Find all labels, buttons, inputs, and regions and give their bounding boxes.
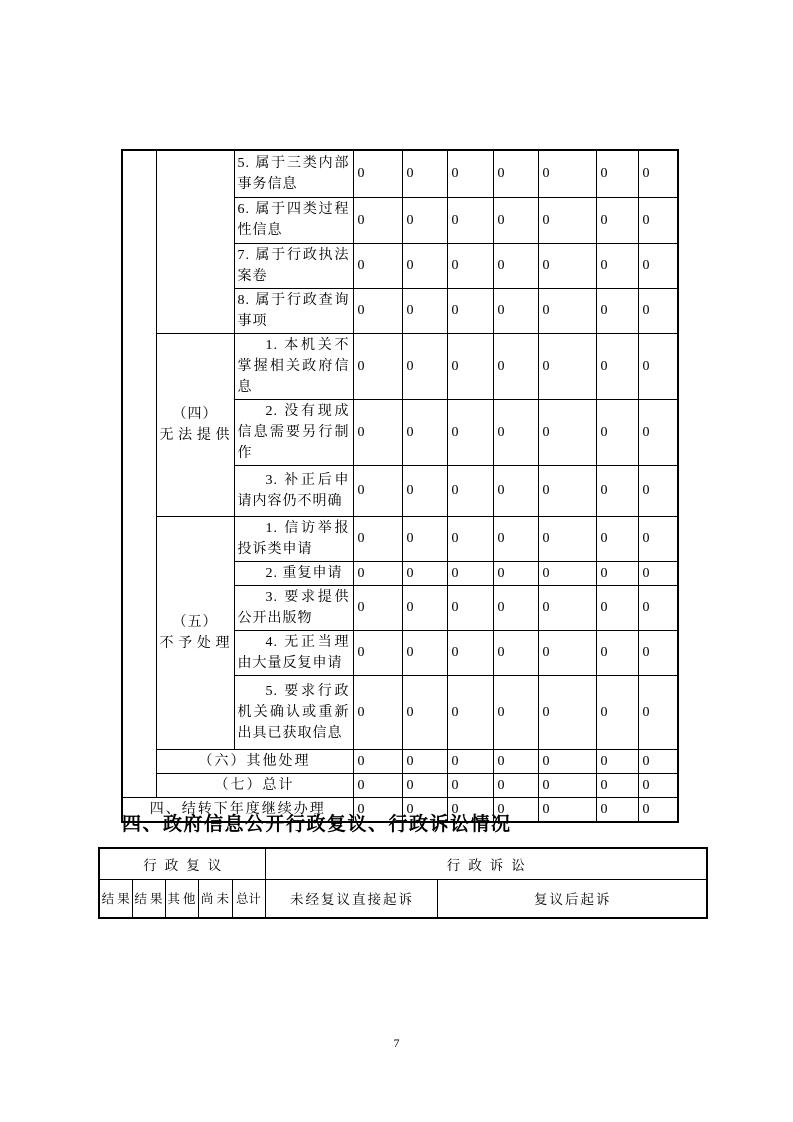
zero-cell: 0	[538, 561, 596, 585]
disclosure-statistics-table	[121, 149, 679, 823]
header-administrative-review: 行政复议	[99, 848, 265, 879]
header-administrative-litigation: 行政诉讼	[265, 848, 707, 879]
zero-cell: 0	[596, 797, 638, 822]
table-row	[99, 848, 707, 879]
zero-cell: 0	[493, 797, 538, 822]
zero-cell: 0	[638, 675, 678, 749]
zero-cell: 0	[402, 585, 447, 630]
zero-cell: 0	[447, 585, 493, 630]
subheader-pending: 尚 未	[198, 879, 232, 918]
zero-cell: 0	[402, 150, 447, 197]
row-label: 5. 属于三类内部事务信息	[234, 150, 353, 197]
zero-cell: 0	[447, 465, 493, 516]
table-row	[99, 879, 707, 918]
row-label: 8. 属于行政查询事项	[234, 288, 353, 333]
zero-cell: 0	[538, 773, 596, 797]
group-label-unable-to-provide	[156, 333, 234, 516]
zero-cell: 0	[402, 516, 447, 561]
zero-cell: 0	[538, 197, 596, 243]
zero-cell: 0	[353, 288, 402, 333]
zero-cell: 0	[538, 797, 596, 822]
zero-cell: 0	[538, 399, 596, 465]
table-row	[122, 749, 678, 773]
zero-cell: 0	[493, 773, 538, 797]
zero-cell: 0	[638, 585, 678, 630]
table-row	[122, 150, 678, 197]
zero-cell: 0	[493, 288, 538, 333]
zero-cell: 0	[402, 288, 447, 333]
zero-cell: 0	[353, 150, 402, 197]
row-label: 3. 补正后申请内容仍不明确	[234, 465, 353, 516]
subheader-result-2: 结 果	[132, 879, 165, 918]
group-label-line2: 不予处理	[159, 635, 231, 651]
zero-cell: 0	[596, 773, 638, 797]
zero-cell: 0	[638, 150, 678, 197]
zero-cell: 0	[447, 516, 493, 561]
zero-cell: 0	[447, 399, 493, 465]
zero-cell: 0	[538, 749, 596, 773]
zero-cell: 0	[596, 197, 638, 243]
zero-cell: 0	[402, 197, 447, 243]
zero-cell: 0	[402, 630, 447, 675]
zero-cell: 0	[596, 630, 638, 675]
zero-cell: 0	[493, 516, 538, 561]
zero-cell: 0	[353, 243, 402, 288]
zero-cell: 0	[638, 797, 678, 822]
row-label-other-processing: （六）其他处理	[156, 749, 353, 773]
zero-cell: 0	[402, 243, 447, 288]
row-label: 2. 重复申请	[234, 561, 353, 585]
zero-cell: 0	[353, 333, 402, 399]
zero-cell: 0	[493, 585, 538, 630]
zero-cell: 0	[353, 399, 402, 465]
zero-cell: 0	[353, 585, 402, 630]
subheader-direct-lawsuit: 未经复议直接起诉	[265, 879, 437, 918]
zero-cell: 0	[596, 749, 638, 773]
zero-cell: 0	[493, 630, 538, 675]
zero-cell: 0	[538, 630, 596, 675]
zero-cell: 0	[353, 197, 402, 243]
subheader-lawsuit-after-review: 复议后起诉	[437, 879, 707, 918]
zero-cell: 0	[596, 585, 638, 630]
zero-cell: 0	[353, 675, 402, 749]
zero-cell: 0	[538, 585, 596, 630]
group-label-line1: （四）	[172, 406, 218, 422]
row-label: 5. 要求行政机关确认或重新出具已获取信息	[234, 675, 353, 749]
zero-cell: 0	[402, 675, 447, 749]
zero-cell: 0	[538, 675, 596, 749]
zero-cell: 0	[538, 150, 596, 197]
zero-cell: 0	[447, 243, 493, 288]
zero-cell: 0	[638, 773, 678, 797]
zero-cell: 0	[493, 243, 538, 288]
group-cell-empty	[156, 150, 234, 333]
zero-cell: 0	[493, 333, 538, 399]
zero-cell: 0	[596, 288, 638, 333]
zero-cell: 0	[638, 333, 678, 399]
group-label-no-processing	[156, 516, 234, 749]
zero-cell: 0	[493, 399, 538, 465]
zero-cell: 0	[638, 516, 678, 561]
row-label: 4. 无正当理由大量反复申请	[234, 630, 353, 675]
zero-cell: 0	[638, 749, 678, 773]
zero-cell: 0	[538, 333, 596, 399]
zero-cell: 0	[596, 243, 638, 288]
zero-cell: 0	[638, 243, 678, 288]
zero-cell: 0	[493, 197, 538, 243]
zero-cell: 0	[447, 675, 493, 749]
table-row	[122, 333, 678, 399]
zero-cell: 0	[638, 399, 678, 465]
row-label: 6. 属于四类过程性信息	[234, 197, 353, 243]
zero-cell: 0	[638, 630, 678, 675]
zero-cell: 0	[447, 561, 493, 585]
zero-cell: 0	[447, 150, 493, 197]
zero-cell: 0	[402, 749, 447, 773]
zero-cell: 0	[402, 561, 447, 585]
row-label: 7. 属于行政执法案卷	[234, 243, 353, 288]
zero-cell: 0	[447, 630, 493, 675]
zero-cell: 0	[538, 465, 596, 516]
table-row	[122, 773, 678, 797]
zero-cell: 0	[447, 797, 493, 822]
group-label-line2: 无法提供	[159, 427, 231, 443]
zero-cell: 0	[538, 243, 596, 288]
zero-cell: 0	[353, 773, 402, 797]
page-number: 7	[393, 1036, 400, 1050]
zero-cell: 0	[353, 630, 402, 675]
zero-cell: 0	[447, 749, 493, 773]
row-label: 1. 本机关不掌握相关政府信息	[234, 333, 353, 399]
zero-cell: 0	[596, 561, 638, 585]
review-litigation-table	[98, 847, 708, 919]
zero-cell: 0	[638, 197, 678, 243]
zero-cell: 0	[402, 465, 447, 516]
zero-cell: 0	[493, 561, 538, 585]
zero-cell: 0	[402, 333, 447, 399]
zero-cell: 0	[493, 675, 538, 749]
row-label: 1. 信访举报投诉类申请	[234, 516, 353, 561]
zero-cell: 0	[596, 465, 638, 516]
group-label-line1: （五）	[172, 614, 218, 630]
zero-cell: 0	[447, 773, 493, 797]
zero-cell: 0	[447, 333, 493, 399]
zero-cell: 0	[596, 150, 638, 197]
table-row	[122, 516, 678, 561]
zero-cell: 0	[596, 675, 638, 749]
zero-cell: 0	[447, 288, 493, 333]
section-span-cell-empty	[122, 150, 156, 797]
row-label: 3. 要求提供公开出版物	[234, 585, 353, 630]
zero-cell: 0	[353, 561, 402, 585]
zero-cell: 0	[353, 516, 402, 561]
zero-cell: 0	[596, 516, 638, 561]
zero-cell: 0	[638, 561, 678, 585]
zero-cell: 0	[538, 288, 596, 333]
zero-cell: 0	[353, 749, 402, 773]
zero-cell: 0	[402, 797, 447, 822]
subheader-total: 总计	[232, 879, 265, 918]
row-label: 2. 没有现成信息需要另行制作	[234, 399, 353, 465]
zero-cell: 0	[402, 399, 447, 465]
zero-cell: 0	[638, 288, 678, 333]
zero-cell: 0	[493, 749, 538, 773]
subheader-result-1: 结 果	[99, 879, 132, 918]
zero-cell: 0	[538, 516, 596, 561]
zero-cell: 0	[596, 399, 638, 465]
zero-cell: 0	[353, 465, 402, 516]
zero-cell: 0	[493, 150, 538, 197]
zero-cell: 0	[493, 465, 538, 516]
zero-cell: 0	[353, 797, 402, 822]
zero-cell: 0	[402, 773, 447, 797]
row-label-total: （七）总计	[156, 773, 353, 797]
row-label-carry-over: 四、结转下年度继续办理	[122, 797, 353, 822]
zero-cell: 0	[596, 333, 638, 399]
zero-cell: 0	[638, 465, 678, 516]
subheader-other: 其 他	[165, 879, 198, 918]
section-heading: 四、政府信息公开行政复议、行政诉讼情况	[122, 814, 512, 835]
zero-cell: 0	[447, 197, 493, 243]
